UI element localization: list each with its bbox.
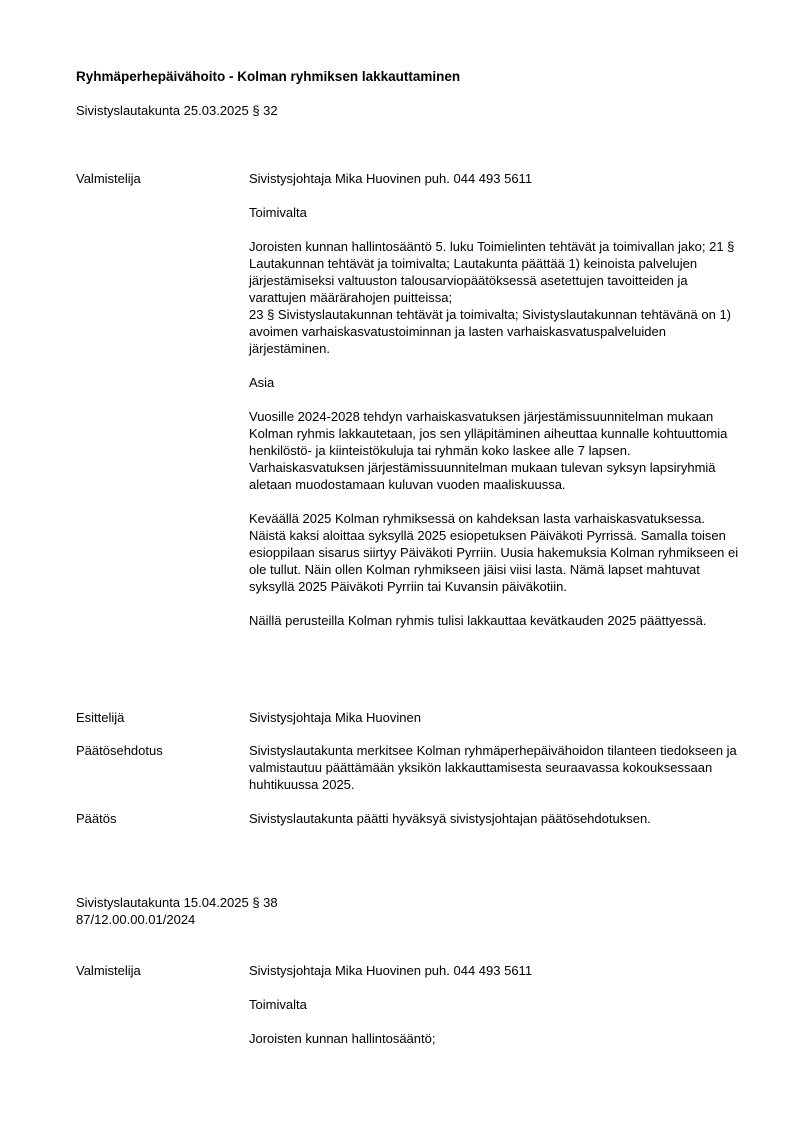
- toimivalta-text-part2: 23 § Sivistyslautakunnan tehtävät ja toimivalta; Sivistyslautakunnan tehtävänä on 1) avoimen varhaiskasvatustoiminnan ja lasten varhaiskasvatuspalveluiden järjestäminen.: [249, 307, 732, 356]
- asia-paragraph-1: Vuosille 2024-2028 tehdyn varhaiskasvatuksen järjestämissuunnitelman mukaan Kolman ryhmis lakkautetaan, jos sen ylläpitäminen aiheuttaa kunnalle kohtuuttomia henkilöstö- ja kiinteistökuluja tai ryhmän koko laskee alle 7 lapsen. Varhaiskasvatuksen järjestämissuunnitelman mukaan tulevan syksyn lapsiryhmiä aletaan muodostamaan kuluvan vuoden maaliskuussa.: [249, 409, 728, 492]
- asia-paragraph-3: Näillä perusteilla Kolman ryhmis tulisi lakkauttaa kevätkauden 2025 päättyessä.: [249, 613, 707, 628]
- esittelija-text: Sivistysjohtaja Mika Huovinen: [249, 710, 421, 725]
- meeting2-valmistelija-label: Valmistelija: [76, 963, 141, 978]
- asia-paragraph-2: Keväällä 2025 Kolman ryhmiksessä on kahdeksan lasta varhaiskasvatuksessa. Näistä kaksi aloittaa syksyllä 2025 esiopetuksen Päiväkoti Pyrrissä. Samalla toisen esioppilaan sisarus siirtyy Päiväkoti Pyrriin. Uusia hakemuksia Kolman ryhmikseen ei ole tullut. Näin ollen Kolman ryhmikseen jäisi viisi lasta. Nämä lapset mahtuvat syksyllä 2025 Päiväkoti Pyrriin tai Kuvansin päiväkotiin.: [249, 511, 739, 594]
- toimivalta-heading: Toimivalta: [249, 205, 307, 220]
- paatosehdotus-text: Sivistyslautakunta merkitsee Kolman ryhmäperhepäivähoidon tilanteen tiedokseen ja valmistautuu päättämään yksikön lakkauttamisesta seuraavassa kokouksessaan huhtikuussa 2025.: [249, 743, 737, 792]
- paatosehdotus-label: Päätösehdotus: [76, 743, 163, 758]
- toimivalta-text-part1: Joroisten kunnan hallintosääntö 5. luku Toimielinten tehtävät ja toimivallan jako; 21 § Lautakunnan tehtävät ja toimivalta; Lautakunta päättää 1) keinoista palvelujen järjestämiseksi valtuuston talousarviopäätöksessä asetettujen tavoitteiden ja varattujen määrärahojen puitteissa;: [249, 239, 735, 305]
- asia-heading: Asia: [249, 375, 275, 390]
- meeting2-diary-number: 87/12.00.00.01/2024: [76, 912, 196, 927]
- meeting2-toimivalta-text: Joroisten kunnan hallintosääntö;: [249, 1031, 436, 1046]
- meeting2-header: Sivistyslautakunta 15.04.2025 § 38: [76, 895, 278, 910]
- toimivalta-text: [249, 238, 744, 357]
- valmistelija-content: [249, 170, 744, 629]
- valmistelija-label: Valmistelija: [76, 171, 141, 186]
- esittelija-label: Esittelijä: [76, 710, 125, 725]
- valmistelija-text: Sivistysjohtaja Mika Huovinen puh. 044 493 5611: [249, 171, 533, 186]
- meeting2-valmistelija-text: Sivistysjohtaja Mika Huovinen puh. 044 493 5611: [249, 963, 533, 978]
- paatos-text: Sivistyslautakunta päätti hyväksyä sivistysjohtajan päätösehdotuksen.: [249, 811, 651, 826]
- meeting2-toimivalta-heading: Toimivalta: [249, 997, 307, 1012]
- meeting2-valmistelija-content: [249, 962, 744, 1047]
- paatos-label: Päätös: [76, 811, 117, 826]
- document-title: Ryhmäperhepäivähoito - Kolman ryhmiksen lakkauttaminen: [76, 69, 461, 84]
- meeting-header: Sivistyslautakunta 25.03.2025 § 32: [76, 103, 278, 118]
